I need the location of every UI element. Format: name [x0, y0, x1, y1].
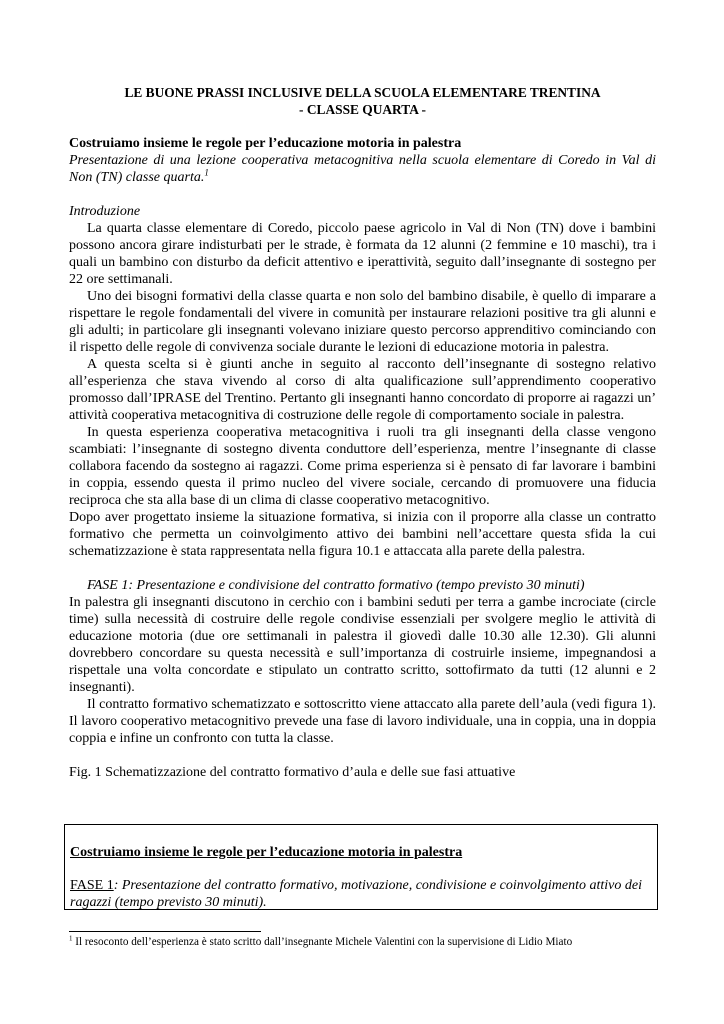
- footnote-text: Il resoconto dell’esperienza è stato scritto dall’insegnante Michele Valentini con la supervisione di Lidio Miato: [72, 936, 573, 948]
- box-fase-text: : Presentazione del contratto formativo, motivazione, condivisione e coinvolgimento attivo dei ragazzi (tempo previsto 30 minuti).: [70, 878, 642, 910]
- box-fase-label: FASE 1: [70, 878, 114, 893]
- box-title: Costruiamo insieme le regole per l’educazione motoria in palestra: [70, 845, 463, 860]
- intro-closing-paragraph: Dopo aver progettato insieme la situazione formativa, si inizia con il proporre alla classe un contratto formativo che permetta un coinvolgimento attivo dei bambini nell’accettare questa sfida la cui schematizzazione è stata rappresentata nella figura 10.1 e attaccata alla parete della palestra.: [69, 510, 656, 559]
- footnote-reference: 1: [204, 167, 209, 178]
- spacer: [69, 560, 656, 577]
- intro-paragraph-2: Uno dei bisogni formativi della classe quarta e non solo del bambino disabile, è quello di imparare a rispettare le regole fondamentali del vivere in comunità per instaurare relazioni positive tra gli alunni e gli adulti; in particolare gli insegnanti volevano iniziare questo percorso apprenditivo cominciando con il rispetto delle regole di convivenza sociale durante le lezioni di educazione motoria in palestra.: [69, 289, 656, 355]
- box-fase-line: [70, 877, 652, 911]
- figure-caption: Fig. 1 Schematizzazione del contratto formativo d’aula e delle sue fasi attuative: [69, 765, 516, 780]
- intro-paragraph-1: La quarta classe elementare di Coredo, piccolo paese agricolo in Val di Non (TN) dove i bambini possono ancora girare indisturbati per le strade, è formata da 12 alunni (2 femmine e 10 maschi), tra i quali un bambino con disturbo da deficit attentivo e iperattività, seguito dall’insegnante di sostegno per 22 ore settimanali.: [69, 221, 656, 287]
- footnote-separator: [69, 931, 261, 932]
- intro-paragraph-3: A questa scelta si è giunti anche in seguito al racconto dell’insegnante di sostegno relativo all’esperienza che stava vivendo al corso di alta qualificazione sull’apprendimento cooperativo promosso dall’IPRASE del Trentino. Pertanto gli insegnanti hanno concordato di proporre ai ragazzi un’ attività cooperativa metacognitiva di costruzione delle regole di comportamento sociale in palestra.: [69, 357, 656, 423]
- intro-label: Introduzione: [69, 204, 141, 219]
- spacer: [69, 186, 656, 203]
- spacer: [69, 118, 656, 135]
- intro-paragraph-4: In questa esperienza cooperativa metacognitiva i ruoli tra gli insegnanti della classe vengono scambiati: l’insegnante di sostegno diventa conduttore dell’esperienza, mentre l’insegnante di classe collabora facendo da sostegno ai ragazzi. Come prima esperienza si è pensato di far lavorare i bambini in coppia, essendo questa il primo nucleo del vivere sociale, cercando di promuovere una fiducia reciproca che sta alla base di un clima di classe cooperativo metacognitivo.: [69, 425, 656, 508]
- footnote-marker: 1: [69, 934, 73, 943]
- main-content: [69, 84, 656, 781]
- section-heading: Costruiamo insieme le regole per l’educazione motoria in palestra: [69, 136, 462, 151]
- subheading-text: Presentazione di una lezione cooperativa metacognitiva nella scuola elementare di Coredo in Val di Non (TN) classe quarta.: [69, 153, 656, 185]
- document-title-line2: - CLASSE QUARTA -: [299, 102, 426, 117]
- fase1-paragraph-2: Il contratto formativo schematizzato e sottoscritto viene attaccato alla parete dell’aula (vedi figura 1). Il lavoro cooperativo metacognitivo prevede una fase di lavoro individuale, una in coppia, una in doppia coppia e infine un confronto con tutta la classe.: [69, 697, 656, 746]
- spacer: [69, 747, 656, 764]
- section-subheading: [69, 152, 656, 186]
- spacer: [70, 861, 652, 877]
- document-title-line1: LE BUONE PRASSI INCLUSIVE DELLA SCUOLA ELEMENTARE TRENTINA: [124, 85, 601, 100]
- fase1-heading: FASE 1: Presentazione e condivisione del contratto formativo (tempo previsto 30 minuti): [87, 578, 585, 593]
- footnote: [69, 936, 669, 949]
- contract-box: [64, 824, 658, 910]
- fase1-paragraph-1: In palestra gli insegnanti discutono in cerchio con i bambini seduti per terra a gambe incrociate (circle time) sulla necessità di costruire delle regole condivise essenziali per svolgere meglio le attività di educazione motoria (due ore settimanali in palestra il giovedì dalle 10.30 alle 12.30). Gli alunni dovrebbero concordare su questa necessità e sull’importanza di costruirle insieme, impegnandosi a rispettale una volta concordate e stipulato un contratto scritto, sottofirmato da tutti (12 alunni e 2 insegnanti).: [69, 595, 656, 695]
